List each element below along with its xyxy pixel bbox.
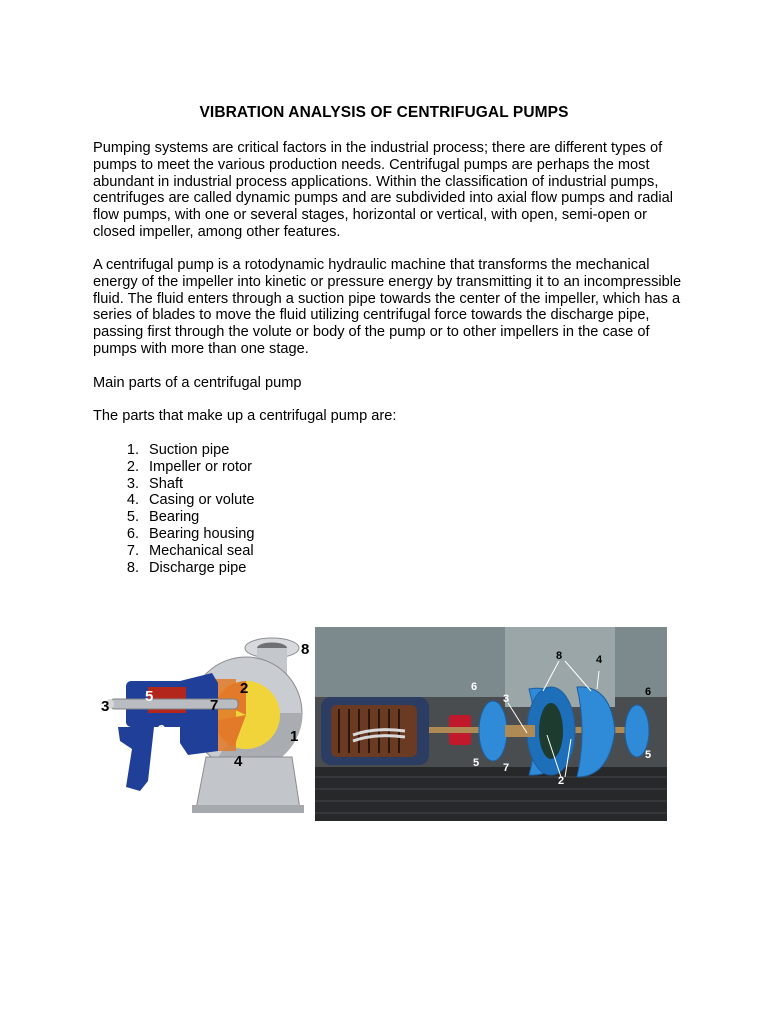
right-callout-5a: 5 [473, 757, 480, 769]
list-item: 5. Bearing [126, 509, 200, 526]
right-callout-5b: 5 [645, 749, 652, 761]
callout-8: 8 [301, 641, 310, 658]
intro-paragraph: Pumping systems are critical factors in the industrial process; there are different types of pumps to meet the various production needs. Centrifugal pumps are perhaps the most abundant in industrial process applications. Within the classification of industrial pumps, centrifuges are called dynamic pumps and are subdivided into axial flow pumps and radial flow pumps, with one or several stages, horizontal or vertical, with open, semi-open or closed impeller, among other features. [93, 140, 674, 240]
callout-1: 1 [290, 728, 299, 745]
list-item: 1. Suction pipe [126, 442, 230, 458]
pump-cutaway-figure [96, 631, 316, 821]
list-item: 7. Mechanical seal [126, 542, 254, 559]
right-callout-4: 4 [596, 654, 603, 666]
section-heading: Main parts of a centrifugal pump [93, 375, 302, 391]
callout-3: 3 [101, 698, 110, 715]
parts-list [93, 442, 254, 576]
callout-6: 6 [157, 722, 166, 739]
right-callout-3: 3 [503, 693, 510, 705]
right-callout-6a: 6 [471, 681, 478, 693]
list-item: 6. Bearing housing [126, 525, 255, 542]
pump-disassembly-photo [315, 627, 667, 821]
right-callout-8: 8 [556, 650, 563, 662]
list-item: 3. Shaft [126, 475, 184, 492]
callout-7: 7 [210, 697, 219, 714]
callout-2: 2 [240, 680, 249, 697]
parts-lead-in: The parts that make up a centrifugal pump are: [93, 408, 397, 424]
right-callout-7: 7 [503, 762, 510, 774]
callout-5: 5 [145, 688, 154, 705]
list-item: 8. Discharge pipe [126, 559, 247, 576]
callout-4: 4 [234, 753, 243, 770]
definition-paragraph: A centrifugal pump is a rotodynamic hydraulic machine that transforms the mechanical energy of the impeller into kinetic or pressure energy by transmitting it to an incompressible fluid. The fluid enters through a suction pipe towards the center of the impeller, which has a series of blades to move the fluid utilizing centrifugal force towards the discharge pipe, passing first through the volute or body of the pump or to other impellers in the case of pumps with more than one stage. [93, 257, 682, 357]
right-callout-6b: 6 [645, 686, 652, 698]
right-callout-2: 2 [558, 775, 565, 787]
document-title: VIBRATION ANALYSIS OF CENTRIFUGAL PUMPS [199, 104, 569, 121]
list-item: 2. Impeller or rotor [126, 458, 252, 475]
list-item: 4. Casing or volute [126, 492, 255, 509]
